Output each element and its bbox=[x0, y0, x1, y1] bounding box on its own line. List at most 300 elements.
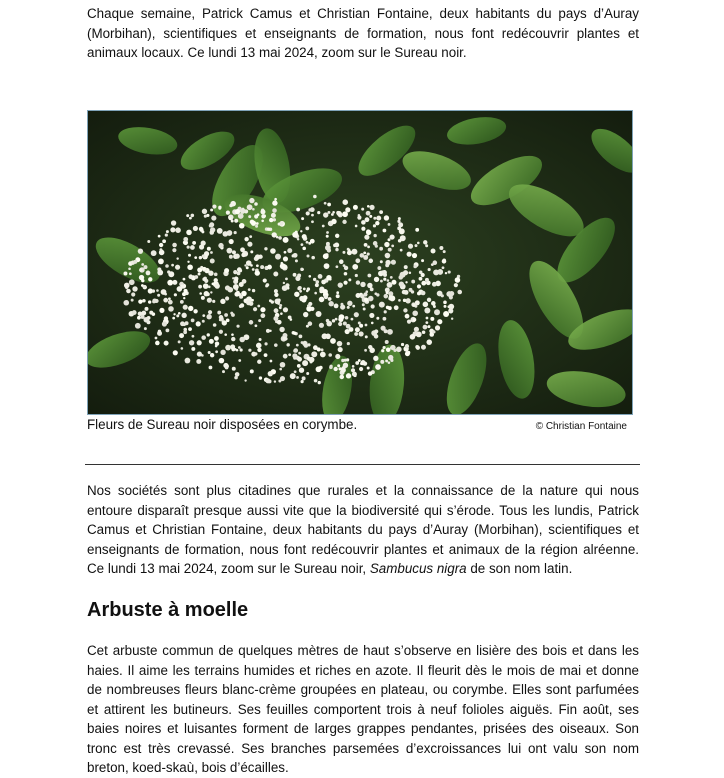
elderflower-photo bbox=[87, 110, 633, 415]
flower-dot bbox=[204, 215, 207, 218]
flower-dot bbox=[412, 310, 418, 316]
flower-dot bbox=[302, 360, 308, 366]
flower-dot bbox=[317, 211, 320, 214]
flower-dot bbox=[342, 251, 345, 254]
flower-dot bbox=[244, 237, 248, 241]
flower-dot bbox=[248, 288, 251, 291]
flower-dot bbox=[286, 343, 289, 346]
flower-dot bbox=[295, 259, 298, 262]
lead-text: Nos sociétés sont plus citadines que rurales et la connaissance de la nature qui nous entoure disparaît presque aussi vite que la biodiversité qui s’érode. Tous les lundis, Patrick Camus et Christian Fontaine, deux habitants du pays d’Auray (Morbihan), scientifiques et enseignants de formation, nous font redécouvrir plantes et animaux de la région alréenne. Ce lundi 13 mai 2024, zoom sur le Sureau noir, bbox=[87, 483, 639, 576]
flower-dot bbox=[425, 244, 428, 247]
flower-dot bbox=[271, 213, 276, 218]
flower-dot bbox=[250, 264, 253, 267]
flower-dot bbox=[237, 271, 241, 275]
flower-dot bbox=[284, 251, 287, 254]
flower-dot bbox=[176, 314, 179, 317]
flower-dot bbox=[165, 233, 168, 236]
flower-dot bbox=[236, 325, 239, 328]
flower-dot bbox=[173, 313, 175, 315]
flower-dot bbox=[141, 263, 144, 266]
flower-dot bbox=[347, 250, 352, 255]
flower-dot bbox=[232, 250, 236, 254]
flower-dot bbox=[254, 352, 257, 355]
flower-dot bbox=[343, 281, 347, 285]
flower-dot bbox=[279, 306, 282, 309]
flower-dot bbox=[303, 312, 308, 317]
flower-dot bbox=[283, 282, 285, 284]
flower-dot bbox=[246, 266, 249, 269]
flower-dot bbox=[157, 270, 163, 276]
flower-dot bbox=[164, 341, 169, 346]
flower-dot bbox=[283, 256, 288, 261]
flower-dot bbox=[367, 274, 371, 278]
flower-dot bbox=[375, 245, 378, 248]
flower-dot bbox=[225, 345, 231, 351]
flower-dot bbox=[189, 217, 192, 220]
flower-dot bbox=[313, 278, 316, 281]
flower-dot bbox=[239, 282, 244, 287]
lead-text-end: de son nom latin. bbox=[466, 561, 573, 576]
flower-dot bbox=[347, 248, 350, 251]
flower-dot bbox=[192, 241, 196, 245]
flower-dot bbox=[269, 299, 272, 302]
flower-dot bbox=[337, 341, 343, 347]
flower-dot bbox=[326, 275, 331, 280]
flower-dot bbox=[168, 297, 171, 300]
flower-dot bbox=[379, 210, 383, 214]
flower-dot bbox=[151, 250, 157, 256]
flower-dot bbox=[421, 281, 426, 286]
flower-dot bbox=[345, 207, 350, 212]
flower-dot bbox=[266, 329, 270, 333]
flower-dot bbox=[210, 259, 215, 264]
flower-dot bbox=[363, 251, 366, 254]
flower-dot bbox=[310, 307, 314, 311]
flower-dot bbox=[302, 234, 307, 239]
flower-dot bbox=[300, 230, 302, 232]
flower-dot bbox=[324, 202, 327, 205]
flower-dot bbox=[422, 330, 426, 334]
flower-dot bbox=[362, 303, 365, 306]
flower-dot bbox=[201, 335, 206, 340]
flower-dot bbox=[398, 217, 401, 220]
flower-dot bbox=[254, 202, 258, 206]
flower-dot bbox=[386, 291, 389, 294]
flower-dot bbox=[374, 334, 379, 339]
flower-dot bbox=[202, 267, 206, 271]
flower-dot bbox=[222, 370, 225, 373]
flower-dot bbox=[191, 319, 195, 323]
flower-dot bbox=[368, 259, 373, 264]
flower-dot bbox=[306, 372, 309, 375]
flower-dot bbox=[413, 265, 417, 269]
flower-dot bbox=[272, 200, 277, 205]
flower-dot bbox=[389, 295, 395, 301]
flower-dot bbox=[162, 239, 166, 243]
flower-dot bbox=[348, 278, 351, 281]
photo-credit: © Christian Fontaine bbox=[535, 421, 627, 432]
flower-dot bbox=[147, 240, 150, 243]
flower-dot bbox=[428, 268, 431, 271]
flower-dot bbox=[143, 265, 147, 269]
flower-dot bbox=[188, 327, 192, 331]
flower-dot bbox=[324, 263, 330, 269]
flower-dot bbox=[421, 259, 424, 262]
flower-dot bbox=[274, 198, 277, 201]
flower-dot bbox=[207, 247, 211, 251]
flower-dot bbox=[353, 205, 358, 210]
flower-dot bbox=[172, 243, 177, 248]
flower-dot bbox=[230, 312, 233, 315]
flower-dot bbox=[191, 347, 195, 351]
flower-dot bbox=[321, 348, 324, 351]
flower-dot bbox=[260, 209, 265, 214]
flower-dot bbox=[258, 319, 261, 322]
flower-dot bbox=[171, 264, 174, 267]
flower-dot bbox=[282, 264, 287, 269]
flower-dot bbox=[190, 245, 195, 250]
flower-dot bbox=[328, 353, 332, 357]
flower-dot bbox=[425, 321, 428, 324]
flower-dot bbox=[172, 280, 177, 285]
flower-dot bbox=[194, 256, 197, 259]
flower-dot bbox=[255, 270, 260, 275]
flower-dot bbox=[318, 274, 323, 279]
flower-dot bbox=[264, 247, 267, 250]
flower-dot bbox=[280, 376, 285, 381]
flower-dot bbox=[346, 373, 351, 378]
flower-dot bbox=[123, 272, 127, 276]
flower-dot bbox=[183, 237, 188, 242]
flower-dot bbox=[186, 230, 192, 236]
lead-paragraph bbox=[87, 481, 639, 579]
flower-dot bbox=[443, 305, 446, 308]
flower-dot bbox=[435, 325, 440, 330]
flower-dot bbox=[176, 257, 178, 259]
flower-dot bbox=[403, 270, 408, 275]
flower-dot bbox=[426, 339, 432, 345]
flower-dot bbox=[198, 285, 202, 289]
flower-dot bbox=[165, 264, 169, 268]
flower-dot bbox=[381, 270, 384, 273]
flower-dot bbox=[334, 304, 339, 309]
flower-dot bbox=[367, 367, 370, 370]
flower-dot bbox=[345, 316, 349, 320]
flower-dot bbox=[323, 253, 329, 259]
flower-dot bbox=[430, 317, 434, 321]
flower-dot bbox=[256, 343, 262, 349]
flower-dot bbox=[351, 318, 354, 321]
flower-dot bbox=[194, 275, 198, 279]
flower-dot bbox=[152, 300, 156, 304]
flower-dot bbox=[338, 322, 342, 326]
flower-dot bbox=[209, 366, 213, 370]
flower-dot bbox=[355, 258, 360, 263]
flower-dot bbox=[208, 271, 213, 276]
flower-dot bbox=[172, 317, 175, 320]
flower-dot bbox=[339, 314, 345, 320]
flower-dot bbox=[248, 349, 251, 352]
flower-dot bbox=[189, 340, 194, 345]
flower-dot bbox=[163, 298, 168, 303]
flower-dot bbox=[214, 273, 218, 277]
flower-dot bbox=[387, 329, 393, 335]
flower-dot bbox=[188, 274, 193, 279]
flower-dot bbox=[433, 260, 438, 265]
flower-dot bbox=[375, 364, 381, 370]
flower-dot bbox=[152, 289, 155, 292]
flower-dot bbox=[183, 278, 186, 281]
flower-dot bbox=[367, 283, 372, 288]
flower-dot bbox=[199, 244, 204, 249]
flower-dot bbox=[391, 260, 396, 265]
flower-dot bbox=[146, 271, 151, 276]
flower-dot bbox=[157, 294, 160, 297]
flower-dot bbox=[179, 333, 184, 338]
flower-dot bbox=[241, 253, 245, 257]
flower-dot bbox=[347, 306, 350, 309]
flower-dot bbox=[141, 311, 146, 316]
flower-dot bbox=[244, 379, 246, 381]
flower-dot bbox=[210, 208, 213, 211]
flower-dot bbox=[301, 217, 304, 220]
flower-dot bbox=[260, 313, 265, 318]
flower-dot bbox=[155, 337, 158, 340]
flower-dot bbox=[209, 230, 214, 235]
flower-dot bbox=[375, 221, 379, 225]
flower-dot bbox=[183, 328, 187, 332]
flower-dot bbox=[283, 307, 288, 312]
flower-dot bbox=[257, 305, 260, 308]
flower-dot bbox=[400, 249, 403, 252]
flower-dot bbox=[344, 266, 348, 270]
flower-dot bbox=[249, 320, 254, 325]
flower-dot bbox=[383, 317, 387, 321]
flower-dot bbox=[280, 362, 286, 368]
flower-dot bbox=[346, 324, 351, 329]
flower-dot bbox=[240, 348, 243, 351]
flower-dot bbox=[381, 349, 384, 352]
flower-dot bbox=[131, 292, 135, 296]
flower-dot bbox=[204, 291, 209, 296]
flower-dot bbox=[178, 312, 181, 315]
flower-dot bbox=[308, 302, 312, 306]
flower-dot bbox=[298, 286, 302, 290]
flower-dot bbox=[217, 311, 221, 315]
flower-dot bbox=[355, 274, 358, 277]
flower-dot bbox=[199, 292, 202, 295]
flower-dot bbox=[388, 248, 392, 252]
flower-dot bbox=[299, 335, 303, 339]
flower-dot bbox=[209, 224, 213, 228]
flower-dot bbox=[374, 329, 378, 333]
flower-dot bbox=[390, 346, 393, 349]
flower-dot bbox=[171, 220, 176, 225]
flower-dot bbox=[158, 235, 161, 238]
flower-dot bbox=[208, 351, 211, 354]
flower-dot bbox=[265, 378, 270, 383]
flower-dot bbox=[288, 353, 291, 356]
flower-dot bbox=[332, 319, 335, 322]
flower-dot bbox=[170, 227, 175, 232]
flower-dot bbox=[335, 265, 338, 268]
flower-dot bbox=[417, 292, 421, 296]
flower-dot bbox=[274, 289, 278, 293]
flower-dot bbox=[451, 318, 453, 320]
flower-dot bbox=[358, 322, 361, 325]
flower-dot bbox=[374, 277, 379, 282]
flower-dot bbox=[347, 342, 350, 345]
flower-dot bbox=[317, 347, 321, 351]
flower-dot bbox=[434, 309, 440, 315]
section-body-paragraph: Cet arbuste commun de quelques mètres de haut s’observe en lisière des bois et dans les haies. Il aime les terrains humides et riches en azote. Il fleurit dès le mois de mai et donne de nombreuses fleurs blanc-crème groupées en plateau, ou corymbe. Elles sont parfumées et attirent les butineurs. Ses feuilles comportent trois à neuf folioles aiguës. Fin août, ses baies noires et luisantes forment de larges grappes pendantes, prisées des oiseaux. Son tronc est très crevassé. Ses branches parsemées d’excroissances lui ont valu son nom breton, koed-skaù, bois d’écailles. bbox=[87, 643, 639, 775]
flower-dot bbox=[202, 209, 207, 214]
flower-dot bbox=[443, 311, 449, 317]
flower-dot bbox=[364, 243, 368, 247]
flower-dot bbox=[283, 337, 286, 340]
flower-dot bbox=[454, 283, 458, 287]
flower-dot bbox=[208, 286, 211, 289]
flower-dot bbox=[369, 348, 375, 354]
flower-dot bbox=[225, 232, 228, 235]
flower-dot bbox=[431, 248, 436, 253]
flower-dot bbox=[252, 268, 255, 271]
flower-dot bbox=[308, 275, 311, 278]
flower-dot bbox=[344, 272, 348, 276]
flower-dot bbox=[405, 281, 407, 283]
flower-dot bbox=[143, 285, 146, 288]
caption-text: Fleurs de Sureau noir disposées en corymbe. bbox=[87, 417, 358, 432]
flower-dot bbox=[376, 216, 381, 221]
flower-dot bbox=[273, 272, 278, 277]
flower-dot bbox=[274, 308, 279, 313]
flower-dot bbox=[377, 266, 381, 270]
flower-dot bbox=[265, 284, 268, 287]
flower-dot bbox=[399, 228, 405, 234]
flower-dot bbox=[248, 215, 251, 218]
flower-dot bbox=[234, 376, 238, 380]
flower-dot bbox=[335, 318, 338, 321]
flower-dot bbox=[244, 264, 246, 266]
flower-dot bbox=[457, 290, 462, 295]
flower-dot bbox=[142, 299, 146, 303]
flower-dot bbox=[337, 211, 342, 216]
flower-dot bbox=[299, 296, 304, 301]
flower-dot bbox=[391, 245, 394, 248]
flower-dot bbox=[202, 254, 206, 258]
flower-dot bbox=[388, 355, 393, 360]
flower-dot bbox=[314, 379, 318, 383]
flower-dot bbox=[287, 248, 292, 253]
flower-dot bbox=[365, 335, 368, 338]
flower-dot bbox=[380, 260, 383, 263]
flower-dot bbox=[210, 291, 212, 293]
flower-dot bbox=[355, 327, 360, 332]
section-divider bbox=[85, 464, 640, 465]
flower-dot bbox=[417, 242, 420, 245]
flower-dot bbox=[292, 353, 297, 358]
flower-dot bbox=[193, 226, 198, 231]
flower-dot bbox=[335, 354, 340, 359]
flower-dot bbox=[280, 312, 283, 315]
flower-dot bbox=[261, 214, 265, 218]
flower-dot bbox=[308, 242, 311, 245]
flower-dot bbox=[129, 272, 132, 275]
flower-dot bbox=[148, 277, 152, 281]
flower-dot bbox=[323, 212, 328, 217]
flower-dot bbox=[188, 306, 193, 311]
flower-dot bbox=[306, 211, 310, 215]
flower-dot bbox=[239, 295, 243, 299]
flower-dot bbox=[293, 332, 296, 335]
flower-dot bbox=[168, 306, 174, 312]
flower-dot bbox=[311, 351, 317, 357]
flower-dot bbox=[283, 237, 289, 243]
flower-dot bbox=[367, 205, 370, 208]
flower-dot bbox=[338, 347, 343, 352]
flower-dot bbox=[196, 321, 201, 326]
flower-dot bbox=[187, 261, 189, 263]
flower-dot bbox=[257, 360, 261, 364]
flower-dot bbox=[231, 337, 235, 341]
flower-dot bbox=[254, 214, 258, 218]
flower-dot bbox=[343, 363, 348, 368]
flower-dot bbox=[253, 307, 257, 311]
flower-dot bbox=[373, 356, 378, 361]
flower-dot bbox=[333, 244, 337, 248]
flower-dot bbox=[361, 208, 364, 211]
flower-dot bbox=[251, 299, 254, 302]
flower-dot bbox=[257, 348, 261, 352]
flower-dot bbox=[231, 347, 235, 351]
flower-dot bbox=[320, 352, 326, 358]
flower-dot bbox=[322, 225, 325, 228]
flower-dot bbox=[398, 299, 401, 302]
flower-dot bbox=[296, 208, 300, 212]
flower-dot bbox=[393, 349, 396, 352]
flower-dot bbox=[199, 256, 202, 259]
flower-dot bbox=[219, 330, 223, 334]
flower-dot bbox=[318, 381, 321, 384]
flower-dot bbox=[180, 300, 184, 304]
flower-dot bbox=[156, 289, 159, 292]
flower-dot bbox=[201, 296, 205, 300]
flower-dot bbox=[427, 325, 430, 328]
section-heading: Arbuste à moelle bbox=[87, 599, 249, 621]
flower-dot bbox=[247, 242, 252, 247]
flower-dot bbox=[333, 367, 337, 371]
flower-dot bbox=[226, 248, 232, 254]
flower-dot bbox=[141, 279, 144, 282]
flower-dot bbox=[398, 275, 403, 280]
flower-dot bbox=[273, 316, 278, 321]
flower-dot bbox=[431, 301, 436, 306]
flower-dot bbox=[235, 209, 240, 214]
flower-dot bbox=[340, 305, 345, 310]
flower-dot bbox=[416, 332, 422, 338]
flower-dot bbox=[327, 248, 331, 252]
flower-dot bbox=[299, 368, 304, 373]
flower-dot bbox=[306, 325, 309, 328]
flower-dot bbox=[339, 259, 344, 264]
flower-dot bbox=[415, 345, 419, 349]
flower-dot bbox=[358, 214, 361, 217]
flower-dot bbox=[167, 280, 173, 286]
flower-dot bbox=[417, 284, 421, 288]
figure-caption bbox=[87, 417, 633, 432]
flower-dot bbox=[330, 338, 336, 344]
flower-dot bbox=[367, 246, 370, 249]
